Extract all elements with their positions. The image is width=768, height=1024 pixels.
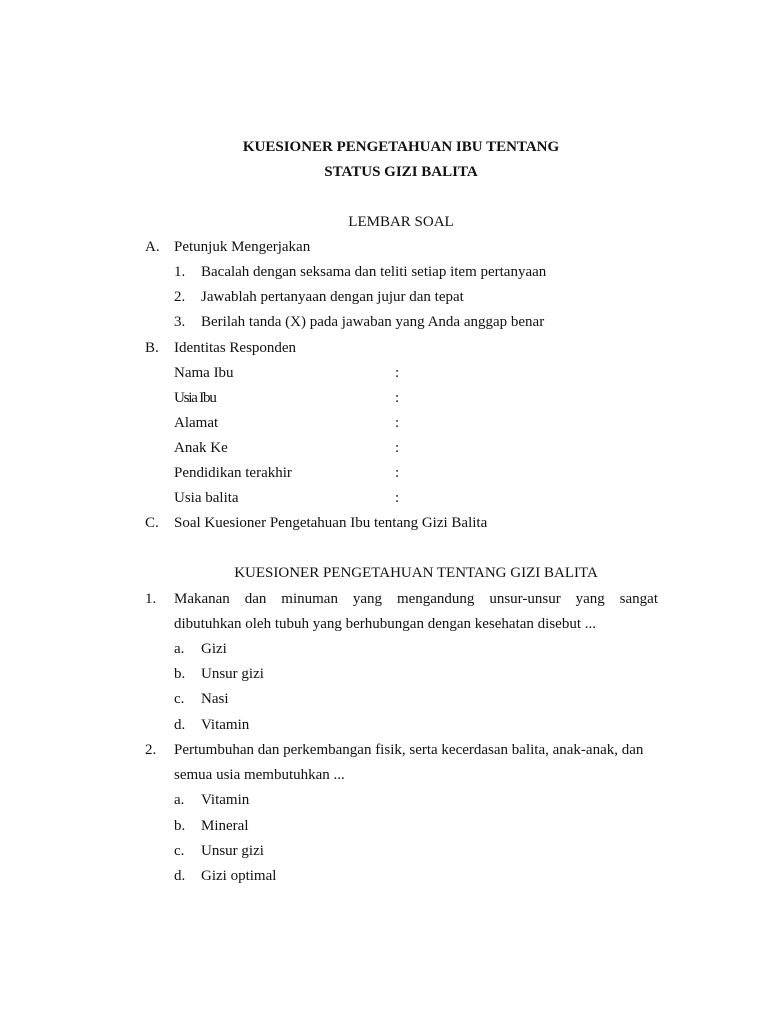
field-colon: : <box>395 440 400 456</box>
field-label-usia-ibu: Usia Ibu <box>174 390 216 406</box>
option-letter: b. <box>174 818 186 834</box>
option-text: Gizi optimal <box>201 868 277 884</box>
question-text-continued: dibutuhkan oleh tubuh yang berhubungan dengan kesehatan disebut ... <box>174 616 596 632</box>
option-text: Unsur gizi <box>201 843 264 859</box>
option-letter: a. <box>174 792 185 808</box>
question-number: 1. <box>145 591 157 607</box>
quiz-title: KUESIONER PENGETAHUAN TENTANG GIZI BALITA <box>234 565 598 581</box>
option-text: Mineral <box>201 818 249 834</box>
field-colon: : <box>395 365 400 381</box>
field-label-nama-ibu: Nama Ibu <box>174 365 234 381</box>
option-text: Gizi <box>201 641 227 657</box>
option-text: Unsur gizi <box>201 666 264 682</box>
section-b-marker: B. <box>145 340 159 356</box>
question-text: Makanan dan minuman yang mengandung unsur-unsur yang sangat <box>174 591 658 607</box>
section-b-title: Identitas Responden <box>174 340 297 356</box>
sheet-title: LEMBAR SOAL <box>348 214 454 230</box>
instruction-number: 3. <box>174 314 186 330</box>
option-text: Vitamin <box>201 792 250 808</box>
option-letter: d. <box>174 717 186 733</box>
option-letter: d. <box>174 868 186 884</box>
option-letter: c. <box>174 843 185 859</box>
question-number: 2. <box>145 742 157 758</box>
field-label-alamat: Alamat <box>174 415 219 431</box>
instruction-text: Bacalah dengan seksama dan teliti setiap item pertanyaan <box>201 264 547 280</box>
field-label-anak-ke: Anak Ke <box>174 440 228 456</box>
section-c-title: Soal Kuesioner Pengetahuan Ibu tentang Gizi Balita <box>174 515 488 531</box>
field-colon: : <box>395 415 400 431</box>
document-title-line2: STATUS GIZI BALITA <box>324 164 478 180</box>
option-letter: a. <box>174 641 185 657</box>
option-text: Nasi <box>201 691 229 707</box>
field-colon: : <box>395 490 400 506</box>
question-text-continued: semua usia membutuhkan ... <box>174 767 345 783</box>
document-title-line1: KUESIONER PENGETAHUAN IBU TENTANG <box>242 139 560 155</box>
instruction-number: 2. <box>174 289 186 305</box>
section-a-marker: A. <box>145 239 160 255</box>
section-a-title: Petunjuk Mengerjakan <box>174 239 311 255</box>
question-text: Pertumbuhan dan perkembangan fisik, serta kecerdasan balita, anak-anak, dan <box>174 742 644 758</box>
option-letter: c. <box>174 691 185 707</box>
instruction-text: Berilah tanda (X) pada jawaban yang Anda anggap benar <box>201 314 545 330</box>
option-text: Vitamin <box>201 717 250 733</box>
instruction-number: 1. <box>174 264 186 280</box>
field-colon: : <box>395 390 400 406</box>
section-c-marker: C. <box>145 515 159 531</box>
instruction-text: Jawablah pertanyaan dengan jujur dan tepat <box>201 289 464 305</box>
field-label-usia-balita: Usia balita <box>174 490 239 506</box>
field-colon: : <box>395 465 400 481</box>
option-letter: b. <box>174 666 186 682</box>
field-label-pendidikan: Pendidikan terakhir <box>174 465 292 481</box>
